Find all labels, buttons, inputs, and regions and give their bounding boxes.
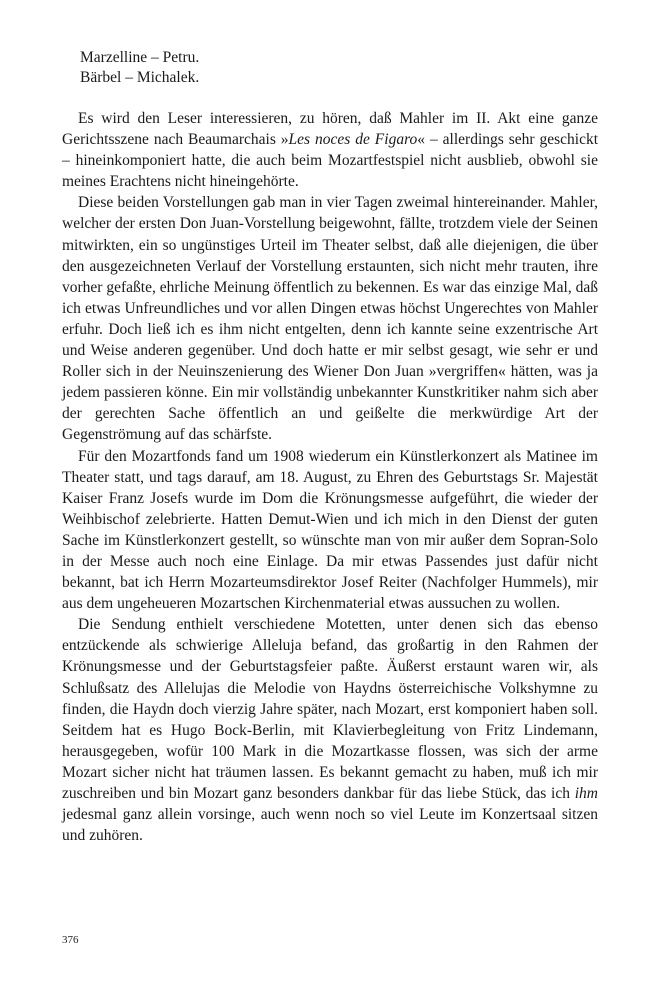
text-run: Diese beiden Vorstellungen gab man in vier Tagen zweimal hintereinander. Mahler, welcher der ersten Don Juan-Vorstellung beigewohnt, fällte, trotzdem viele der Seinen mitwirkten, ein so ungünstiges Urteil im Theater selbst, daß alle diejenigen, die über den ausgezeichneten Verlauf der Vorstellung erstaunten, sich nicht mehr trauten, ihre vorher gefaßte, ehrliche Meinung öffentlich zu bekennen. Es war das einzige Mal, daß ich etwas Unfreundliches und vor allen Dingen etwas höchst Ungerechtes von Mahler erfuhr. Doch ließ ich es ihm nicht entgelten, denn ich kannte seine exzentrische Art und Weise anderen gegenüber. Und doch hatte er mir selbst gesagt, wie sehr er und Roller sich in der Neuinszenierung des Wiener Don Juan »vergriffen« hätten, was ja jedem passieren könne. Ein mir vollständig unbekannter Kunstkritiker nahm sich aber der gerechten Sache öffentlich an und geißelte die merkwürdige Art der Gegenströmung auf das schärfste. — [62, 194, 598, 444]
body-text — [62, 108, 598, 846]
cast-line: Marzelline – Petru. — [80, 49, 200, 66]
page-body — [62, 48, 598, 846]
page-number: 376 — [62, 934, 79, 946]
paragraph — [62, 446, 598, 615]
text-run: jedesmal ganz allein vorsinge, auch wenn noch so viel Leute im Konzertsaal sitzen und zuhören. — [62, 806, 598, 845]
cast-line: Bärbel – Michalek. — [80, 69, 200, 86]
paragraph — [62, 192, 598, 445]
cast-list — [80, 48, 598, 88]
paragraph — [62, 108, 598, 192]
text-run: Die Sendung enthielt verschiedene Motetten, unter denen sich das ebenso entzückende als schwierige Alleluja befand, das großartig in den Rahmen der Krönungsmesse und der Geburtstagsfeier paßte. Äußerst erstaunt waren wir, als Schlußsatz des Allelujas die Melodie von Haydns österreichische Volkshymne zu finden, die Haydn doch vierzig Jahre später, nach Mozart, erst komponiert haben soll. Seitdem hat es Hugo Bock-Berlin, mit Klavierbegleitung von Fritz Lindemann, herausgegeben, wofür 100 Mark in die Mozartkasse flossen, was sich der arme Mozart sicher nicht hat träumen lassen. Es bekannt gemacht zu haben, muß ich mir zuschreiben und bin Mozart ganz besonders dankbar für das liebe Stück, das ich — [62, 616, 598, 802]
text-run: Es wird den Leser interessieren, zu hören, daß Mahler im II. Akt eine ganze Gerichtsszene nach Beaumarchais » — [62, 110, 598, 149]
text-run: Für den Mozartfonds fand um 1908 wiederum ein Künstlerkonzert als Matinee im Theater statt, und tags darauf, am 18. August, zu Ehren des Geburtstags Sr. Majestät Kaiser Franz Josefs wurde im Dom die Krönungsmesse aufgeführt, die wieder der Weihbischof zelebrierte. Hatten Demut-Wien und ich mich in den Dienst der guten Sache im Künstlerkonzert gestellt, so wünschte man von mir außer dem Sopran-Solo in der Messe auch noch eine Einlage. Da mir etwas Passendes just dafür nicht bekannt, bat ich Herrn Mozarteumsdirektor Josef Reiter (Nachfolger Hummels), mir aus dem ungeheueren Mozartschen Kirchenmaterial etwas aussuchen zu wollen. — [62, 447, 598, 613]
emphasis-text: ihm — [574, 785, 598, 802]
book-title: Les noces de Figaro — [288, 131, 418, 149]
paragraph — [62, 614, 598, 846]
text-run: « – allerdings sehr geschickt – hineinkomponiert hatte, die auch beim Mozartfestspiel nicht ausblieb, obwohl sie meines Erachtens nicht hineingehörte. — [62, 131, 599, 191]
